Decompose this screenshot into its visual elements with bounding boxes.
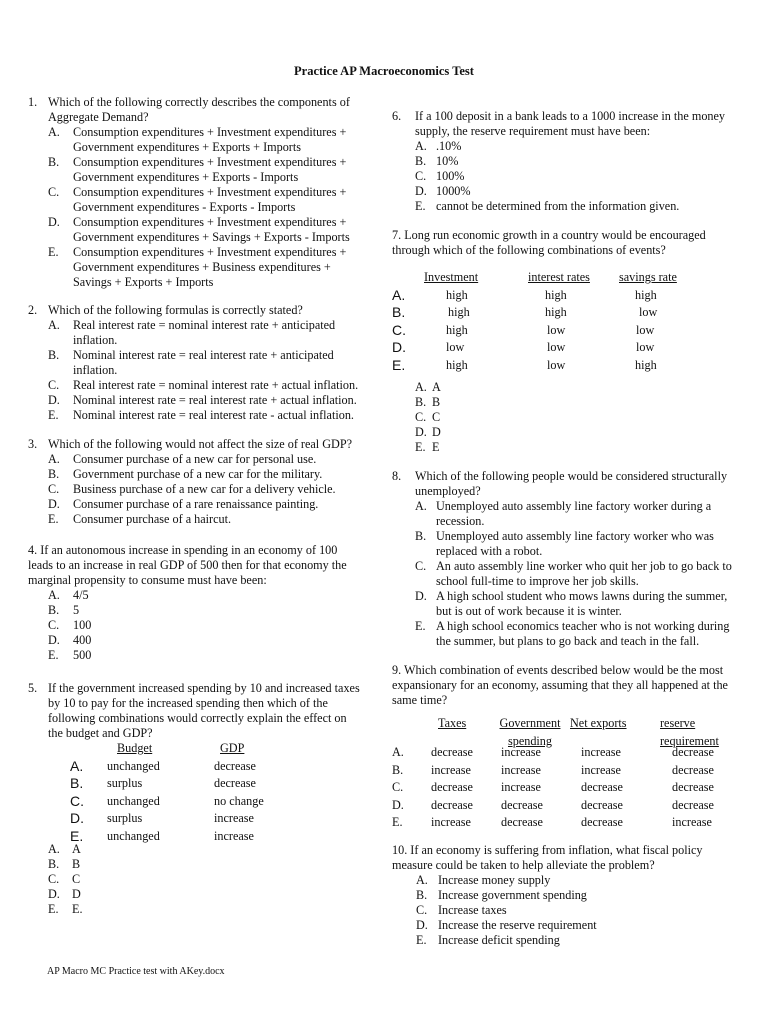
- question-5: [28, 681, 373, 917]
- option-text: Unemployed auto assembly line factory worker during a: [436, 499, 712, 513]
- table-header: Net exports: [570, 716, 627, 730]
- option-list: [28, 588, 373, 663]
- option-letter: B.: [415, 154, 427, 168]
- option-d: [28, 497, 373, 512]
- stem-line: Which of the following people would be considered structurally: [415, 469, 728, 483]
- option-text: Consumption expenditures + Investment expenditures +: [73, 245, 347, 259]
- left-column: [28, 95, 373, 917]
- option-text: E: [432, 440, 440, 454]
- option-a: [28, 588, 373, 603]
- table-cell: increase: [431, 815, 471, 829]
- question-number: 1.: [28, 95, 38, 109]
- row-label: A.: [392, 286, 406, 303]
- option-e: [28, 648, 373, 663]
- option-letter: E.: [48, 245, 59, 259]
- stem-line: 7. Long run economic growth in a country would be encouraged: [392, 228, 706, 242]
- table-cell: unchanged: [107, 828, 160, 843]
- table-row: [392, 814, 714, 832]
- row-label: B.: [392, 762, 404, 777]
- document-footer: AP Macro MC Practice test with AKey.docx: [47, 966, 225, 977]
- stem-line: 10. If an economy is suffering from inflation, what fiscal policy: [392, 842, 703, 857]
- option-letter: B.: [48, 603, 60, 617]
- table-cell: decrease: [581, 797, 623, 812]
- stem-line: supply, the reserve requirement must have been:: [415, 124, 651, 138]
- option-text: recession.: [436, 514, 485, 528]
- stem-line: Aggregate Demand?: [48, 110, 149, 124]
- table-header: savings rate: [619, 270, 677, 284]
- option-letter: E.: [415, 619, 426, 633]
- table-cell: decrease: [214, 776, 256, 790]
- stem-line: same time?: [392, 693, 448, 707]
- question-1-stem: [28, 95, 373, 125]
- table-header: interest rates: [528, 270, 590, 284]
- option-d: [392, 425, 744, 440]
- stem-line: leads to an increase in real GDP of 500 then for that economy the: [28, 558, 347, 572]
- option-e: [392, 619, 744, 649]
- stem-line: following combinations would correctly explain the effect on: [48, 711, 347, 725]
- option-b: [392, 529, 744, 559]
- option-text: Business purchase of a new car for a delivery vehicle.: [73, 482, 336, 496]
- table-cell: increase: [672, 815, 712, 829]
- option-list: [392, 499, 744, 649]
- stem-line: through which of the following combinations of events?: [392, 243, 666, 257]
- row-label: D.: [392, 797, 404, 812]
- option-text: E.: [72, 902, 83, 916]
- option-letter: C.: [48, 872, 60, 886]
- option-text: Consumption expenditures + Investment expenditures +: [73, 155, 347, 169]
- option-text: Consumer purchase of a haircut.: [73, 512, 232, 526]
- option-text: 10%: [436, 154, 459, 168]
- table-cell: decrease: [214, 758, 256, 773]
- row-label: A.: [70, 757, 84, 774]
- question-6-stem: [392, 109, 744, 139]
- question-8-stem: [392, 469, 744, 499]
- option-e: [28, 512, 373, 527]
- table-cell: increase: [214, 828, 254, 843]
- option-list: [28, 842, 373, 917]
- row-label: B.: [70, 775, 84, 791]
- stem-line: the budget and GDP?: [48, 726, 153, 740]
- table-cell: increase: [501, 780, 541, 794]
- option-letter: B.: [416, 887, 428, 902]
- question-3: [28, 437, 373, 527]
- option-a: [392, 380, 744, 395]
- table-cell: low: [639, 305, 658, 319]
- option-c: [28, 618, 373, 633]
- row-label: A.: [392, 745, 404, 759]
- option-text: Consumption expenditures + Investment expenditures +: [73, 215, 347, 229]
- option-letter: D.: [48, 887, 60, 901]
- question-number: 8.: [392, 469, 402, 483]
- row-label: B.: [392, 304, 406, 320]
- option-text: .10%: [436, 139, 462, 153]
- row-label: C.: [392, 780, 404, 794]
- table-row: [70, 758, 264, 776]
- table-row: [392, 357, 677, 375]
- question-2: [28, 303, 373, 422]
- option-text: Real interest rate = nominal interest rate + anticipated: [73, 318, 336, 332]
- option-list: [392, 139, 744, 214]
- option-text: inflation.: [73, 363, 118, 377]
- table-cell: unchanged: [107, 793, 160, 808]
- table-cell: high: [448, 305, 470, 319]
- option-text: C: [432, 410, 441, 424]
- table-cell: decrease: [581, 815, 623, 829]
- option-text: Consumer purchase of a rare renaissance painting.: [73, 497, 319, 511]
- table-header-row: [70, 740, 264, 758]
- option-text: Government expenditures - Exports - Imports: [73, 200, 296, 214]
- option-text: A: [432, 380, 441, 394]
- table-cell: low: [636, 340, 655, 354]
- option-c: [392, 559, 744, 589]
- option-a: [392, 873, 744, 888]
- option-letter: E.: [48, 902, 59, 916]
- table-cell: increase: [501, 762, 541, 777]
- option-text: 4/5: [73, 588, 89, 602]
- option-letter: C.: [48, 482, 60, 496]
- option-b: [28, 348, 373, 378]
- option-text: Increase taxes: [438, 902, 507, 917]
- option-text: D: [432, 425, 441, 439]
- option-text: Consumer purchase of a new car for personal use.: [73, 452, 317, 466]
- question-number: 2.: [28, 303, 38, 317]
- option-letter: C.: [415, 559, 427, 573]
- table-cell: increase: [431, 762, 471, 777]
- option-c: [28, 482, 373, 497]
- answer-table-body: [392, 744, 714, 832]
- option-letter: E.: [48, 648, 59, 662]
- option-text: Consumption expenditures + Investment expenditures +: [73, 185, 347, 199]
- option-text: replaced with a robot.: [436, 544, 543, 558]
- option-letter: E.: [48, 512, 59, 526]
- row-label: E.: [70, 827, 84, 844]
- table-row: [392, 762, 714, 780]
- option-text: Unemployed auto assembly line factory worker who was: [436, 529, 714, 543]
- option-list: [392, 380, 744, 455]
- option-text: Nominal interest rate = real interest rate + actual inflation.: [73, 393, 357, 407]
- option-b: [392, 888, 744, 903]
- option-letter: D.: [415, 184, 427, 198]
- option-letter: D.: [415, 589, 427, 603]
- table-cell: increase: [501, 745, 541, 759]
- option-d: [28, 633, 373, 648]
- table-cell: increase: [214, 811, 254, 825]
- option-text: Increase money supply: [438, 872, 551, 887]
- option-text: Increase government spending: [438, 887, 587, 902]
- table-cell: decrease: [501, 797, 543, 812]
- option-text: 500: [73, 648, 92, 662]
- table-row: [392, 339, 677, 357]
- option-text: Government expenditures + Savings + Exports - Imports: [73, 230, 350, 244]
- right-column: [392, 109, 744, 948]
- table-cell: high: [635, 287, 657, 302]
- option-e: [392, 440, 744, 455]
- option-letter: A.: [415, 139, 427, 153]
- table-cell: surplus: [107, 811, 143, 825]
- table-cell: low: [547, 357, 566, 372]
- option-text: Increase deficit spending: [438, 932, 560, 947]
- option-letter: D.: [48, 215, 60, 229]
- option-b: [28, 603, 373, 618]
- option-d: [28, 887, 373, 902]
- table-cell: decrease: [501, 815, 543, 829]
- option-d: [392, 589, 744, 619]
- question-7: [392, 228, 744, 455]
- table-header-row: [392, 269, 677, 287]
- option-a: [28, 452, 373, 467]
- stem-line: If the government increased spending by 10 and increased taxes: [48, 681, 360, 695]
- option-letter: B.: [48, 155, 60, 169]
- table-cell: increase: [581, 762, 621, 777]
- table-header: reserve: [660, 716, 696, 730]
- table-row: [70, 775, 264, 793]
- stem-line: measure could be taken to help alleviate the problem?: [392, 857, 655, 872]
- question-4: [28, 543, 373, 663]
- table-cell: decrease: [431, 780, 473, 794]
- option-a: [392, 499, 744, 529]
- option-d: [28, 215, 373, 245]
- table-cell: low: [446, 340, 465, 354]
- option-letter: A.: [415, 499, 427, 513]
- option-letter: A.: [48, 318, 60, 332]
- table-header: Investment: [424, 270, 479, 284]
- option-b: [28, 155, 373, 185]
- option-text: school full-time to improve her job skills.: [436, 574, 639, 588]
- option-letter: A.: [48, 842, 60, 856]
- option-text: the summer, but plans to go back and teach in the fall.: [436, 634, 700, 648]
- option-text: Consumption expenditures + Investment expenditures +: [73, 125, 347, 139]
- stem-line: If a 100 deposit in a bank leads to a 1000 increase in the money: [415, 109, 726, 123]
- option-b: [28, 467, 373, 482]
- option-text: but is out of work because it is winter.: [436, 604, 622, 618]
- stem-line: 9. Which combination of events described below would be the most: [392, 663, 724, 677]
- option-text: An auto assembly line worker who quit her job to go back to: [436, 559, 732, 573]
- option-text: 400: [73, 633, 92, 647]
- option-c: [392, 903, 744, 918]
- option-text: 100: [73, 618, 92, 632]
- stem-line: expansionary for an economy, assuming that they all happened at the: [392, 678, 728, 692]
- question-8: [392, 469, 744, 649]
- option-text: B: [72, 857, 81, 871]
- option-list: [28, 318, 373, 423]
- option-b: [392, 395, 744, 410]
- option-list: [28, 452, 373, 527]
- row-label: D.: [70, 810, 84, 826]
- option-text: 5: [73, 603, 80, 617]
- option-text: Nominal interest rate = real interest rate - actual inflation.: [73, 408, 354, 422]
- option-text: Nominal interest rate = real interest rate + anticipated: [73, 348, 334, 362]
- option-letter: A.: [415, 380, 427, 394]
- table-cell: high: [635, 357, 657, 372]
- option-letter: D.: [48, 393, 60, 407]
- option-text: cannot be determined from the information given.: [436, 199, 680, 213]
- option-letter: D.: [416, 917, 428, 932]
- option-letter: D.: [48, 497, 60, 511]
- table-cell: low: [636, 322, 655, 337]
- table-cell: unchanged: [107, 758, 160, 773]
- option-a: [28, 125, 373, 155]
- option-c: [28, 378, 373, 393]
- table-cell: decrease: [672, 797, 714, 812]
- table-row: [70, 793, 264, 811]
- option-d: [392, 184, 744, 199]
- table-cell: decrease: [431, 745, 473, 759]
- option-a: [28, 842, 373, 857]
- option-e: [28, 902, 373, 917]
- table-row: [392, 322, 677, 340]
- stem-line: Which of the following formulas is correctly stated?: [48, 303, 303, 317]
- option-text: Government expenditures + Exports + Imports: [73, 140, 301, 154]
- option-text: B: [432, 395, 441, 409]
- stem-line: marginal propensity to consume must have been:: [28, 573, 267, 587]
- option-b: [28, 857, 373, 872]
- row-label: E.: [392, 815, 403, 829]
- question-5-stem: [28, 681, 373, 741]
- option-letter: B.: [415, 529, 427, 543]
- option-letter: D.: [48, 633, 60, 647]
- table-cell: high: [545, 287, 567, 302]
- option-letter: A.: [48, 588, 60, 602]
- row-label: D.: [392, 339, 406, 355]
- stem-line: 4. If an autonomous increase in spending in an economy of 100: [28, 543, 338, 557]
- table-cell: decrease: [431, 797, 473, 812]
- table-cell: surplus: [107, 776, 143, 790]
- option-letter: E.: [415, 199, 426, 213]
- table-cell: low: [547, 340, 566, 354]
- table-header: Taxes: [438, 716, 467, 730]
- table-cell: high: [545, 305, 567, 319]
- option-text: A high school economics teacher who is not working during: [436, 619, 730, 633]
- option-b: [392, 154, 744, 169]
- question-2-stem: [28, 303, 373, 318]
- option-letter: C.: [415, 169, 427, 183]
- option-letter: E.: [415, 440, 426, 454]
- option-letter: E.: [416, 932, 427, 947]
- question-6: [392, 109, 744, 214]
- option-text: Government purchase of a new car for the military.: [73, 467, 323, 481]
- option-letter: E.: [48, 408, 59, 422]
- option-letter: D.: [415, 425, 427, 439]
- option-text: Savings + Exports + Imports: [73, 275, 214, 289]
- page-title: Practice AP Macroeconomics Test: [294, 64, 474, 78]
- answer-table: [70, 740, 264, 845]
- table-cell: high: [446, 287, 468, 302]
- option-e: [28, 408, 373, 423]
- option-d: [28, 393, 373, 408]
- option-letter: B.: [415, 395, 427, 409]
- table-cell: high: [446, 357, 468, 372]
- table-cell: no change: [214, 793, 264, 808]
- question-number: 5.: [28, 681, 38, 695]
- table-header: requirement: [660, 733, 719, 748]
- table-cell: decrease: [672, 745, 714, 759]
- table-cell: low: [547, 322, 566, 337]
- option-text: Government expenditures + Business expenditures +: [73, 260, 331, 274]
- table-header: spending: [507, 733, 552, 748]
- option-a: [392, 139, 744, 154]
- stem-line: Which of the following correctly describes the components of: [48, 95, 350, 109]
- table-cell: increase: [581, 745, 621, 759]
- stem-line: unemployed?: [415, 484, 481, 498]
- option-c: [28, 185, 373, 215]
- question-1: [28, 95, 373, 290]
- row-label: E.: [392, 356, 406, 373]
- option-c: [28, 872, 373, 887]
- option-d: [392, 918, 744, 933]
- option-letter: C.: [48, 185, 60, 199]
- option-text: A: [72, 842, 81, 856]
- option-letter: C.: [416, 902, 428, 917]
- option-a: [28, 318, 373, 348]
- table-row: [392, 779, 714, 797]
- option-text: 100%: [436, 169, 465, 183]
- option-letter: C.: [48, 378, 60, 392]
- option-letter: C.: [415, 410, 427, 424]
- row-label: C.: [70, 792, 84, 809]
- stem-line: by 10 to pay for the increased spending then which of the: [48, 696, 328, 710]
- table-cell: decrease: [581, 780, 623, 794]
- table-cell: decrease: [672, 780, 714, 794]
- table-header: Budget: [117, 741, 153, 755]
- question-number: 6.: [392, 109, 402, 123]
- option-text: C: [72, 872, 81, 886]
- table-header: Government: [499, 716, 561, 730]
- option-e: [28, 245, 373, 290]
- table-row: [392, 797, 714, 815]
- option-letter: B.: [48, 348, 60, 362]
- stem-line: Which of the following would not affect the size of real GDP?: [48, 437, 353, 451]
- table-row: [392, 287, 677, 305]
- option-letter: B.: [48, 467, 60, 481]
- option-list: [392, 873, 744, 948]
- option-letter: B.: [48, 857, 60, 871]
- option-text: 1000%: [436, 184, 471, 198]
- option-text: Government expenditures + Exports - Imports: [73, 170, 299, 184]
- option-e: [392, 199, 744, 214]
- table-cell: high: [446, 322, 468, 337]
- option-c: [392, 169, 744, 184]
- answer-table: [392, 269, 677, 374]
- table-row: [392, 304, 677, 322]
- question-3-stem: [28, 437, 373, 452]
- question-10: [392, 843, 744, 948]
- option-list: [28, 125, 373, 290]
- option-e: [392, 933, 744, 948]
- table-header: GDP: [220, 741, 245, 755]
- table-cell: decrease: [672, 762, 714, 777]
- option-text: inflation.: [73, 333, 118, 347]
- option-c: [392, 410, 744, 425]
- option-text: A high school student who mows lawns during the summer,: [436, 589, 728, 603]
- question-9: [392, 663, 744, 832]
- table-row: [70, 810, 264, 828]
- option-letter: A.: [416, 872, 428, 887]
- row-label: C.: [392, 321, 406, 338]
- option-letter: C.: [48, 618, 60, 632]
- option-text: Increase the reserve requirement: [438, 917, 597, 932]
- option-letter: A.: [48, 452, 60, 466]
- question-number: 3.: [28, 437, 38, 451]
- option-text: Real interest rate = nominal interest rate + actual inflation.: [73, 378, 359, 392]
- option-text: D: [72, 887, 81, 901]
- option-letter: A.: [48, 125, 60, 139]
